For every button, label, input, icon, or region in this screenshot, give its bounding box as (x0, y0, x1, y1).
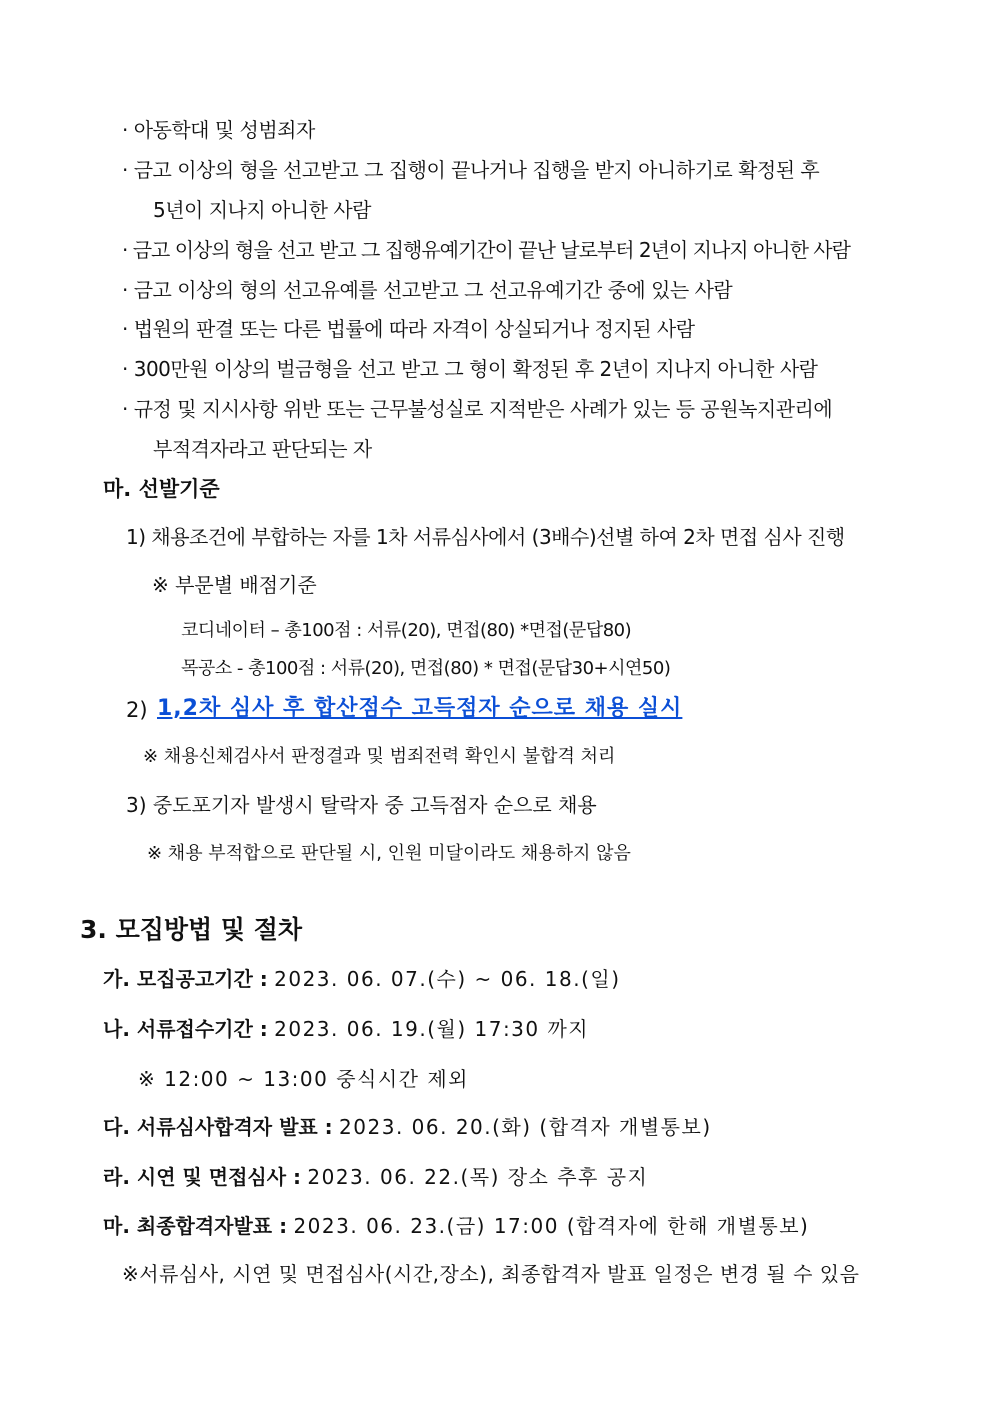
schedule-document-result (103, 1114, 712, 1140)
schedule-interview-label: 라. 시연 및 면접심사 : (103, 1165, 302, 1189)
disqualify-item-6: · 300만원 이상의 벌금형을 선고 받고 그 형이 확정된 후 2년이 지나지 아니한 사람 (122, 357, 818, 381)
disqualify-item-2-cont: 5년이 지나지 아니한 사람 (153, 198, 371, 222)
disqualify-item-7: · 규정 및 지시사항 위반 또는 근무불성실로 지적받은 사례가 있는 등 공원녹지관리에 (122, 397, 833, 421)
disqualify-item-4: · 금고 이상의 형의 선고유예를 선고받고 그 선고유예기간 중에 있는 사람 (122, 278, 733, 302)
disqualify-item-1: · 아동학대 및 성범죄자 (122, 118, 315, 142)
disqualify-item-2: · 금고 이상의 형을 선고받고 그 집행이 끝나거나 집행을 받지 아니하기로 확정된 후 (122, 158, 820, 182)
schedule-announcement-value: 2023. 06. 07.(수) ~ 06. 18.(일) (274, 967, 621, 991)
schedule-final-result (103, 1213, 809, 1239)
lunch-break-note: ※ 12:00 ~ 13:00 중식시간 제외 (138, 1067, 469, 1091)
disqualify-item-7-cont: 부적격자라고 판단되는 자 (153, 437, 372, 461)
score-woodshop: 목공소 - 총100점 : 서류(20), 면접(80) * 면접(문답30+시연50) (181, 658, 671, 679)
schedule-interview-value: 2023. 06. 22.(목) 장소 추후 공지 (307, 1165, 649, 1189)
disqualify-item-3: · 금고 이상의 형을 선고 받고 그 집행유예기간이 끝난 날로부터 2년이 지나지 아니한 사람 (122, 238, 850, 262)
health-check-note: ※ 채용신체검사서 판정결과 및 범죄전력 확인시 불합격 처리 (143, 746, 616, 767)
selection-item-3: 3) 중도포기자 발생시 탈락자 중 고득점자 순으로 채용 (126, 793, 597, 817)
schedule-announcement-label: 가. 모집공고기간 : (103, 967, 268, 991)
unfit-note: ※ 채용 부적합으로 판단될 시, 인원 미달이라도 채용하지 않음 (147, 843, 631, 864)
schedule-final-result-value: 2023. 06. 23.(금) 17:00 (합격자에 한해 개별통보) (293, 1214, 810, 1238)
schedule-document-receipt-label: 나. 서류접수기간 : (103, 1017, 268, 1041)
schedule-announcement (103, 966, 621, 992)
selection-item-1: 1) 채용조건에 부합하는 자를 1차 서류심사에서 (3배수)선별 하여 2차 면접 심사 진행 (126, 525, 845, 549)
score-coordinator: 코디네이터 – 총100점 : 서류(20), 면접(80) *면접(문답80) (181, 620, 632, 641)
schedule-interview (103, 1164, 648, 1190)
schedule-change-note: ※서류심사, 시연 및 면접심사(시간,장소), 최종합격자 발표 일정은 변경 될 수 있음 (122, 1262, 860, 1286)
schedule-document-receipt (103, 1016, 589, 1042)
selection-item-2-number: 2) (126, 698, 148, 722)
scoring-note: ※ 부문별 배점기준 (152, 573, 317, 597)
disqualify-item-5: · 법원의 판결 또는 다른 법률에 따라 자격이 상실되거나 정지된 사람 (122, 317, 695, 341)
selection-item-2-link[interactable]: 1,2차 심사 후 합산점수 고득점자 순으로 채용 실시 (157, 696, 683, 721)
selection-heading: 마. 선발기준 (103, 477, 220, 501)
schedule-document-result-label: 다. 서류심사합격자 발표 : (103, 1115, 333, 1139)
schedule-document-result-value: 2023. 06. 20.(화) (합격자 개별통보) (339, 1115, 712, 1139)
schedule-document-receipt-value: 2023. 06. 19.(월) 17:30 까지 (274, 1017, 590, 1041)
recruit-heading: 3. 모집방법 및 절차 (80, 915, 303, 944)
schedule-final-result-label: 마. 최종합격자발표 : (103, 1214, 288, 1238)
